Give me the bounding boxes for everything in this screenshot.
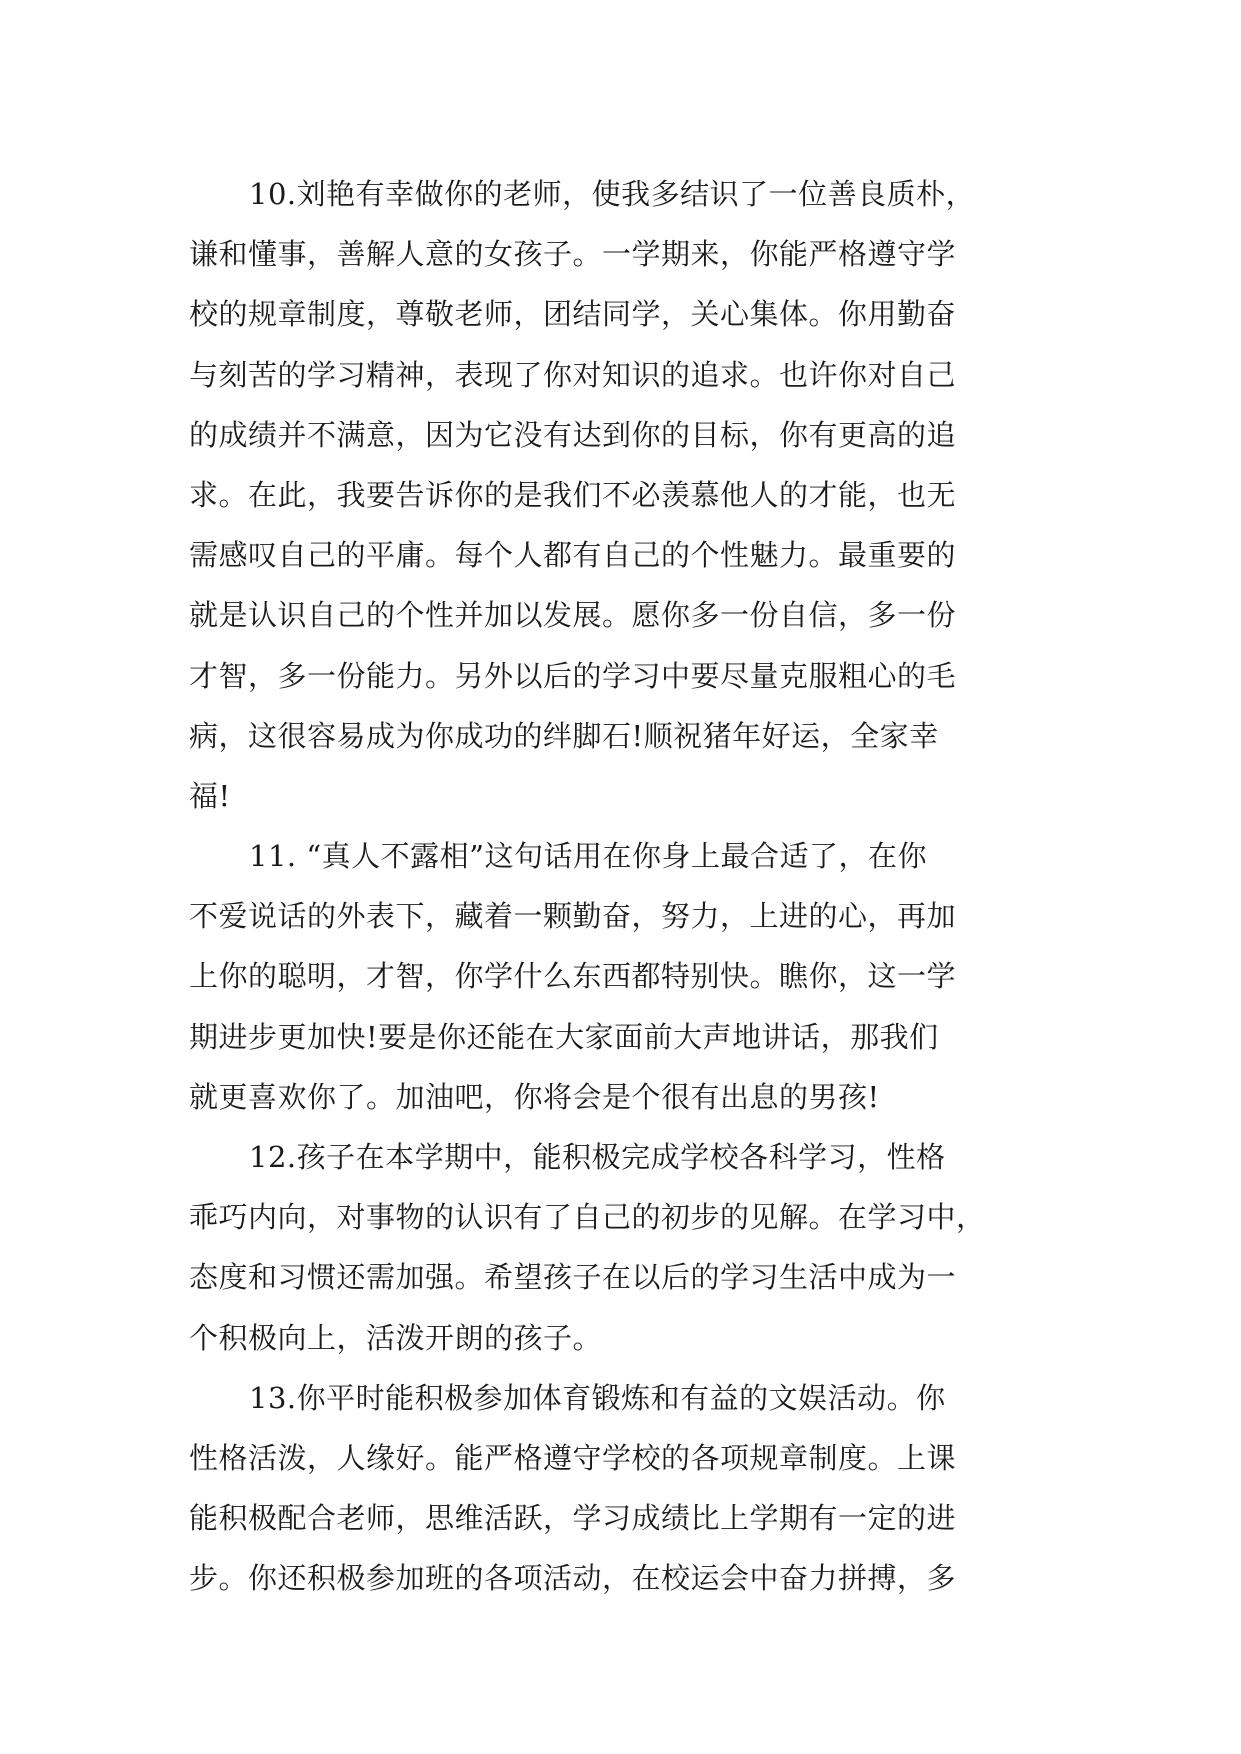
- paragraph-line: 的成绩并不满意，因为它没有达到你的目标，你有更高的追: [189, 417, 957, 452]
- paragraph-13: [189, 1368, 1054, 1609]
- paragraph-line: 乖巧内向，对事物的认识有了自己的初步的见解。在学习中，: [189, 1200, 986, 1235]
- paragraph-line: 才智，多一份能力。另外以后的学习中要尽量克服粗心的毛: [189, 658, 957, 693]
- paragraph-line: 能积极配合老师，思维活跃，学习成绩比上学期有一定的进: [189, 1501, 957, 1536]
- paragraph-line: 求。在此，我要告诉你的是我们不必羡慕他人的才能，也无: [189, 477, 957, 512]
- paragraph-line: 谦和懂事，善解人意的女孩子。一学期来，你能严格遵守学: [189, 237, 957, 272]
- paragraph-line: 福!: [189, 778, 231, 813]
- paragraph-line: 12.孩子在本学期中，能积极完成学校各科学习，性格: [249, 1140, 946, 1174]
- paragraph-line: 步。你还积极参加班的各项活动，在校运会中奋力拼搏，多: [189, 1561, 957, 1596]
- paragraph-line: 需感叹自己的平庸。每个人都有自己的个性魅力。最重要的: [189, 538, 957, 573]
- paragraph-line: 与刻苦的学习精神，表现了你对知识的追求。也许你对自己: [189, 357, 957, 392]
- paragraph-line: 性格活泼，人缘好。能严格遵守学校的各项规章制度。上课: [189, 1440, 957, 1475]
- paragraph-line: 13.你平时能积极参加体育锻炼和有益的文娱活动。你: [249, 1380, 946, 1415]
- paragraph-11: [189, 826, 1054, 1127]
- paragraph-line: 11. “真人不露相”这句话用在你身上最合适了，在你: [249, 839, 927, 874]
- paragraph-line: 不爱说话的外表下，藏着一颗勤奋，努力，上进的心，再加: [189, 899, 957, 934]
- document-body: [189, 164, 1054, 1609]
- paragraph-line: 10.刘艳有幸做你的老师，使我多结识了一位善良质朴，: [249, 177, 976, 211]
- paragraph-10: [189, 164, 1054, 826]
- paragraph-line: 就是认识自己的个性并加以发展。愿你多一份自信，多一份: [189, 598, 957, 633]
- paragraph-line: 校的规章制度，尊敬老师，团结同学，关心集体。你用勤奋: [189, 297, 957, 332]
- paragraph-line: 就更喜欢你了。加油吧，你将会是个很有出息的男孩!: [189, 1079, 880, 1114]
- paragraph-line: 病，这很容易成为你成功的绊脚石!顺祝猪年好运，全家幸: [189, 718, 939, 753]
- paragraph-12: [189, 1127, 1054, 1368]
- paragraph-line: 个积极向上，活泼开朗的孩子。: [189, 1320, 603, 1355]
- paragraph-line: 态度和习惯还需加强。希望孩子在以后的学习生活中成为一: [189, 1260, 957, 1295]
- paragraph-line: 期进步更加快!要是你还能在大家面前大声地讲话，那我们: [189, 1019, 939, 1054]
- paragraph-line: 上你的聪明，才智，你学什么东西都特别快。瞧你，这一学: [189, 959, 957, 994]
